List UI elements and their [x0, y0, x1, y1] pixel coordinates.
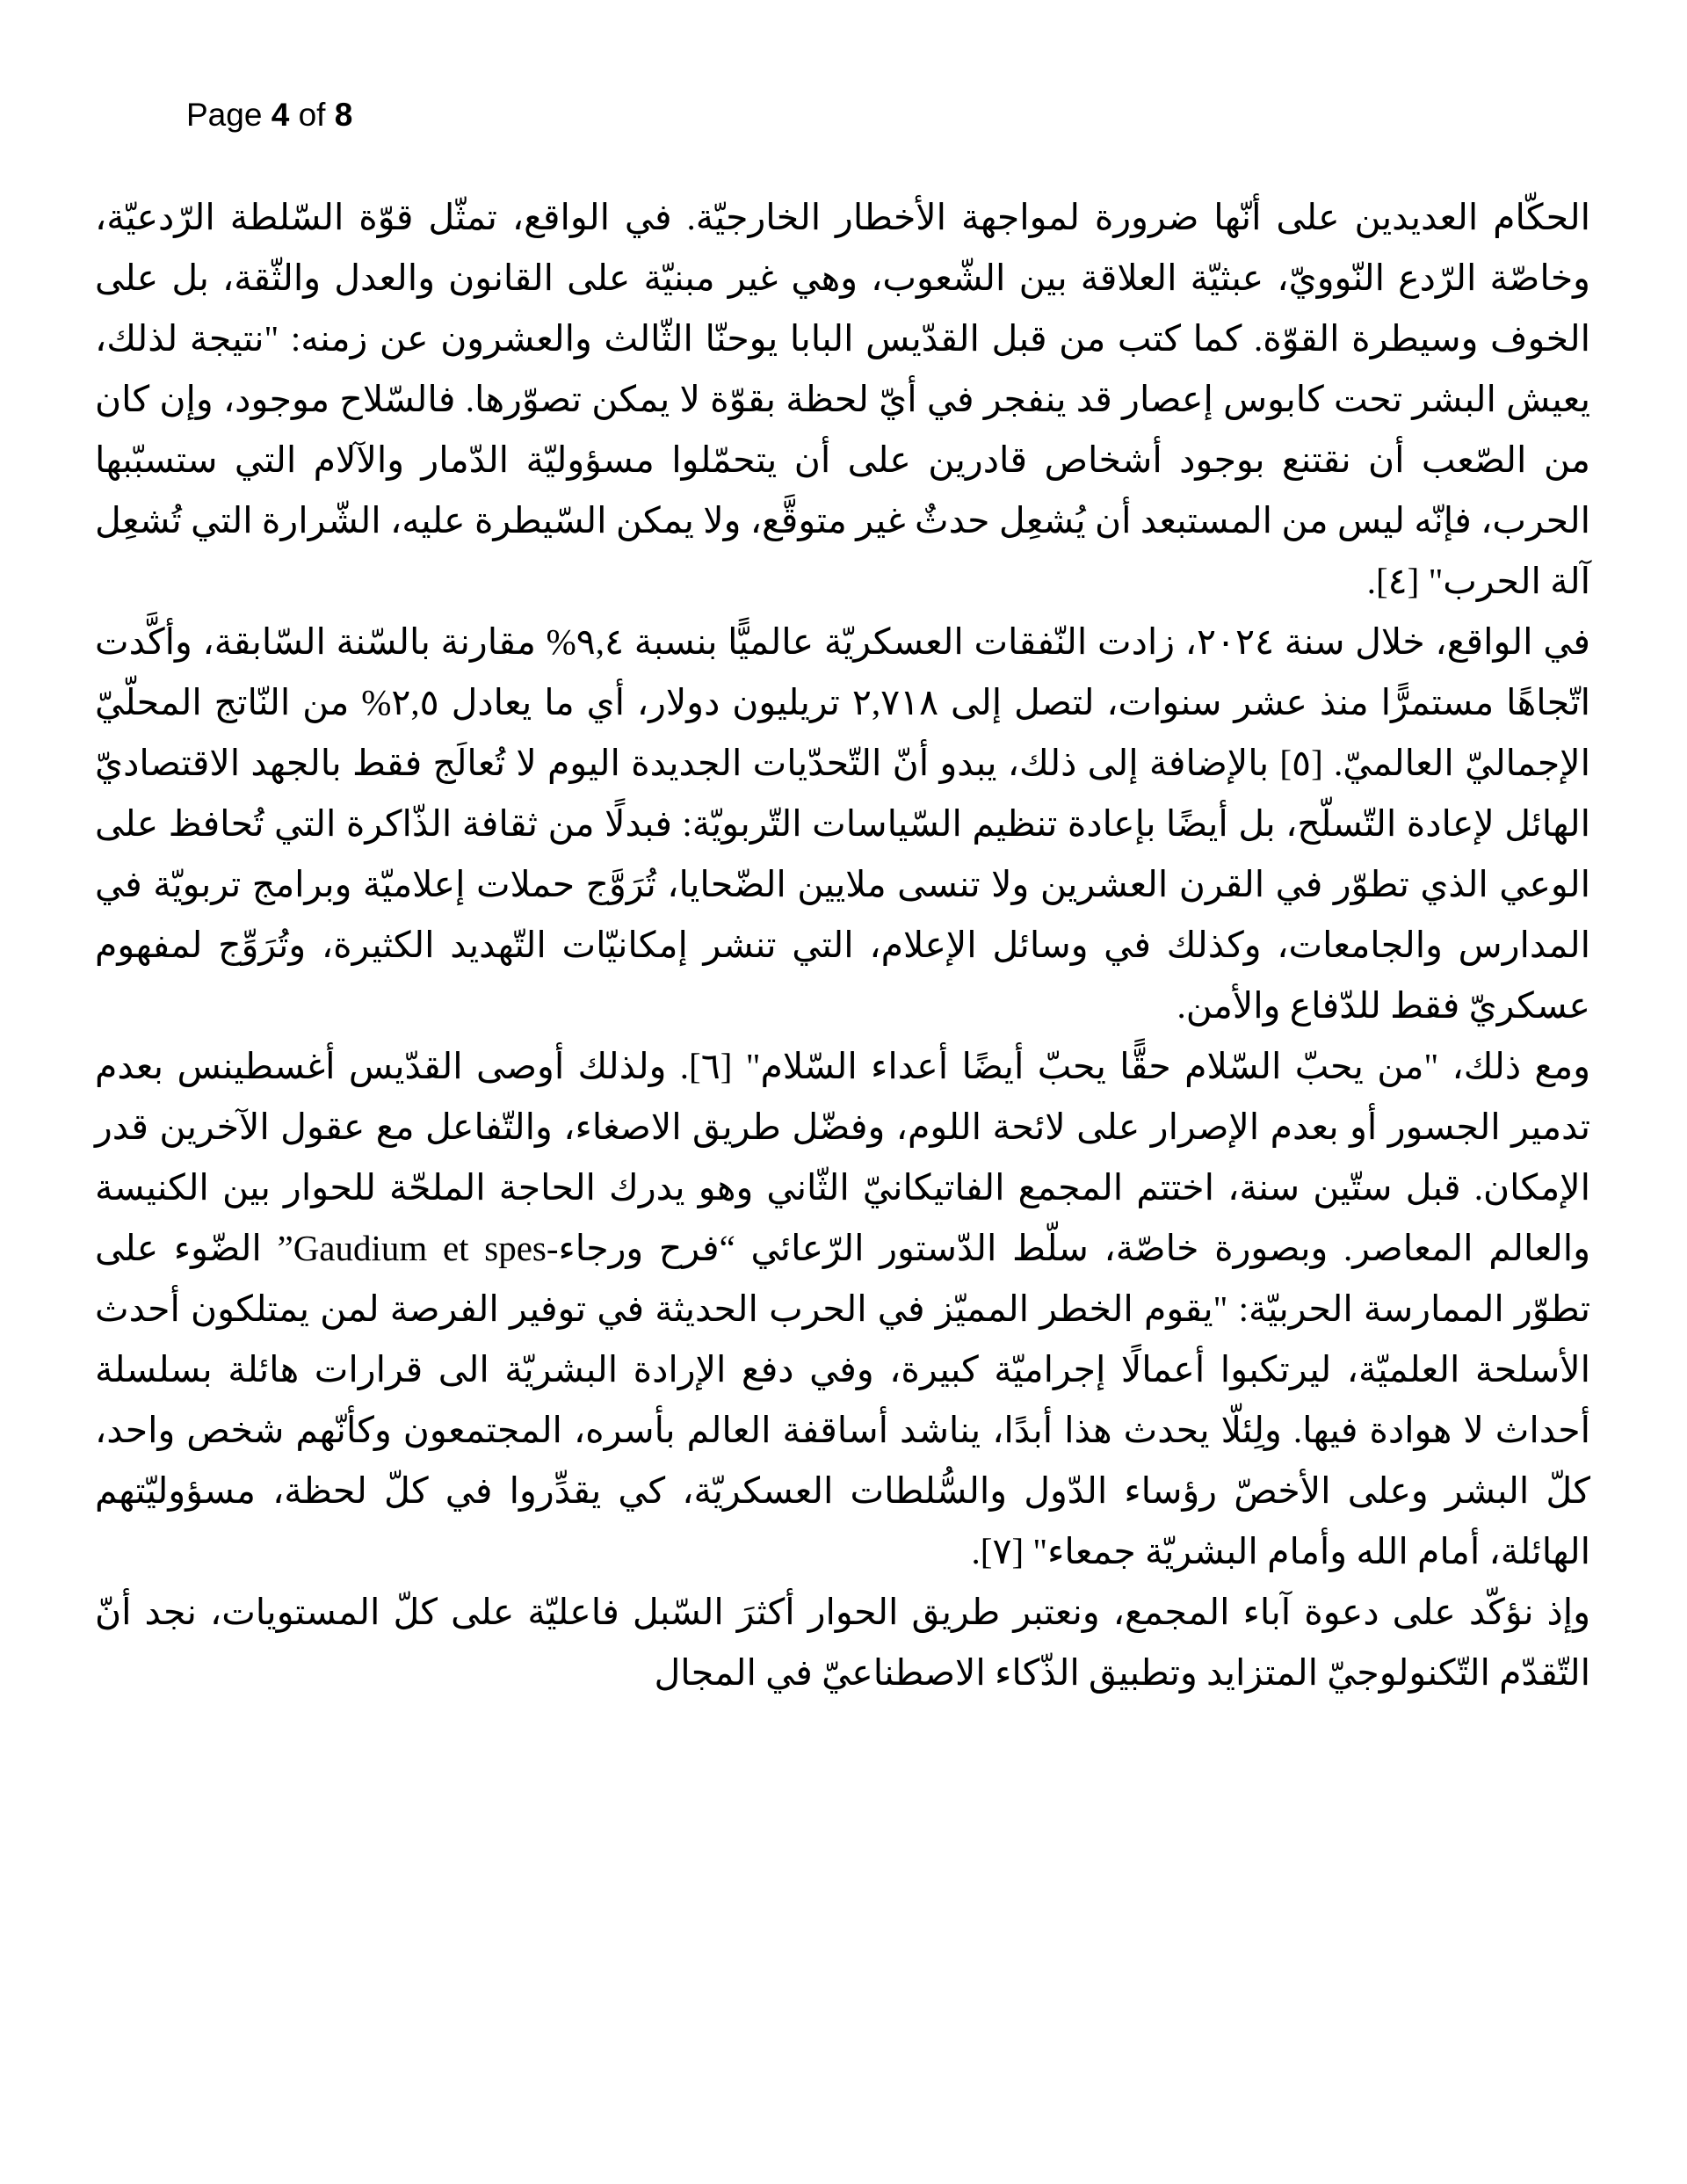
page-total: 8: [334, 97, 353, 133]
page-of-label: of: [298, 97, 326, 133]
body-paragraph-4: وإذ نؤكّد على دعوة آباء المجمع، ونعتبر طريق الحوار أكثرَ السّبل فاعليّة على كلّ المستويات، نجد أنّ التّقدّم التّكنولوجيّ المتزايد وتطبيق الذّكاء الاصطناعيّ في المجال: [95, 1592, 1590, 1693]
page-number: 4: [271, 97, 290, 133]
body-paragraph-3: ومع ذلك، "من يحبّ السّلام حقًّا يحبّ أيضًا أعداء السّلام" [٦]. ولذلك أوصى القدّيس أغسطينس بعدم تدمير الجسور أو بعدم الإصرار على لائحة اللوم، وفضّل طريق الاصغاء، والتّفاعل مع عقول الآخرين قدر الإمكان. قبل ستّين سنة، اختتم المجمع الفاتيكانيّ الثّاني وهو يدرك الحاجة الملحّة للحوار بين الكنيسة والعالم المعاصر. وبصورة خاصّة، سلّط الدّستور الرّعائي “فرح ورجاء-Gaudium et spes” الضّوء على تطوّر الممارسة الحربيّة: "يقوم الخطر المميّز في الحرب الحديثة في توفير الفرصة لمن يمتلكون أحدث الأسلحة العلميّة، ليرتكبوا أعمالًا إجراميّة كبيرة، وفي دفع الإرادة البشريّة الى قرارات هائلة بسلسلة أحداث لا هوادة فيها. ولِئلّا يحدث هذا أبدًا، يناشد أساقفة العالم بأسره، المجتمعون وكأنّهم شخص واحد، كلّ البشر وعلى الأخصّ رؤساء الدّول والسُّلطات العسكريّة، كي يقدِّروا في كلّ لحظة، مسؤوليّتهم الهائلة، أمام الله وأمام البشريّة جمعاء" [٧].: [95, 1046, 1591, 1571]
body-paragraph-2: في الواقع، خلال سنة ٢٠٢٤، زادت النّفقات العسكريّة عالميًّا بنسبة ٩,٤% مقارنة بالسّنة السّابقة، وأكَّدت اتّجاهًا مستمرًّا منذ عشر سنوات، لتصل إلى ٢,٧١٨ تريليون دولار، أي ما يعادل ٢,٥% من النّاتج المحلّيّ الإجماليّ العالميّ. [٥] بالإضافة إلى ذلك، يبدو أنّ التّحدّيات الجديدة اليوم لا تُعالَج فقط بالجهد الاقتصاديّ الهائل لإعادة التّسلّح، بل أيضًا بإعادة تنظيم السّياسات التّربويّة: فبدلًا من ثقافة الذّاكرة التي تُحافظ على الوعي الذي تطوّر في القرن العشرين ولا تنسى ملايين الضّحايا، تُرَوَّج حملات إعلاميّة وبرامج تربويّة في المدارس والجامعات، وكذلك في وسائل الإعلام، التي تنشر إمكانيّات التّهديد الكثيرة، وتُرَوِّج لمفهوم عسكريّ فقط للدّفاع والأمن.: [95, 621, 1590, 1026]
page-header: [186, 97, 352, 134]
body-paragraph-1: الحكّام العديدين على أنّها ضرورة لمواجهة الأخطار الخارجيّة. في الواقع، تمثّل قوّة السّلطة الرّدعيّة، وخاصّة الرّدع النّوويّ، عبثيّة العلاقة بين الشّعوب، وهي غير مبنيّة على القانون والعدل والثّقة، بل على الخوف وسيطرة القوّة. كما كتب من قبل القدّيس البابا يوحنّا الثّالث والعشرون عن زمنه: "نتيجة لذلك، يعيش البشر تحت كابوس إعصار قد ينفجر في أيّ لحظة بقوّة لا يمكن تصوّرها. فالسّلاح موجود، وإن كان من الصّعب أن نقتنع بوجود أشخاص قادرين على أن يتحمّلوا مسؤوليّة الدّمار والآلام التي ستسبّبها الحرب، فإنّه ليس من المستبعد أن يُشعِل حدثٌ غير متوقَّع، ولا يمكن السّيطرة عليه، الشّرارة التي تُشعِل آلة الحرب" [٤].: [95, 197, 1590, 601]
document-body: [95, 187, 1590, 1703]
page-label: Page: [186, 97, 263, 133]
